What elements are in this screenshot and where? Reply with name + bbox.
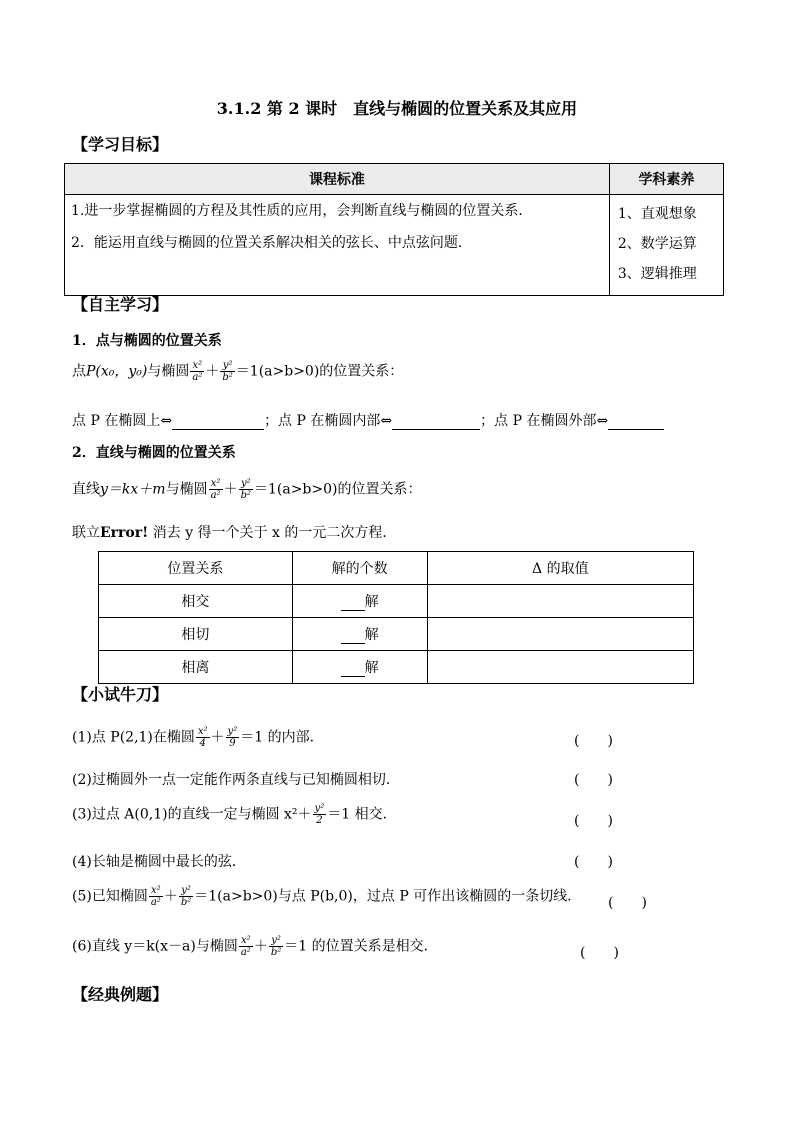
section-examples-heading: 【经典例题】 [72, 985, 169, 1004]
relation-cell: 相离 [99, 651, 293, 684]
text: ＝1 相交． [327, 806, 397, 823]
answer-parentheses[interactable]: ( ) [574, 854, 613, 870]
denominator: 2 [316, 815, 323, 826]
part2-heading: 2．直线与椭圆的位置关系 [72, 445, 236, 461]
text: 消去 y 得一个关于 x 的一元二次方程． [148, 525, 397, 541]
answer-blank[interactable] [341, 629, 365, 644]
quiz-item: (4)长轴是椭圆中最长的弦． [72, 854, 246, 870]
header-relation: 位置关系 [99, 552, 293, 585]
text: 点 [72, 363, 86, 380]
count-cell [292, 585, 427, 618]
part1-line1 [72, 360, 403, 383]
fraction-x2-4 [196, 726, 210, 749]
numerator: y² [314, 803, 325, 814]
point-label: P(x₀，y₀) [86, 363, 148, 380]
numerator: y² [179, 885, 193, 897]
text: 联立 [72, 525, 100, 541]
quiz-item [72, 885, 581, 908]
text: ＝1(a>b>0)的位置关系： [253, 481, 422, 498]
page-title: 3.1.2 第 2 课时 直线与椭圆的位置关系及其应用 [216, 99, 578, 118]
error-text: Error! [100, 525, 149, 541]
relation-cell: 相交 [99, 585, 293, 618]
header-literacy: 学科素养 [609, 164, 723, 195]
fraction-y2-b2 [220, 360, 234, 383]
section-goals-heading: 【学习目标】 [72, 135, 169, 154]
part1-line2 [72, 410, 664, 430]
fraction-y2-b2 [179, 885, 193, 908]
standard-item: 1.进一步掌握椭圆的方程及其性质的应用，会判断直线与椭圆的位置关系． [71, 203, 533, 219]
fraction-x2-a2 [239, 935, 253, 958]
delta-cell[interactable] [427, 618, 693, 651]
text: 与椭圆 [165, 481, 208, 498]
denominator: a² [240, 947, 251, 958]
text: ＝1 的位置关系是相交． [284, 938, 438, 955]
answer-blank[interactable] [392, 415, 480, 430]
standard-item: 2．能运用直线与椭圆的位置关系解决相关的弦长、中点弦问题． [71, 235, 472, 251]
answer-parentheses[interactable]: ( ) [580, 945, 619, 961]
denominator: a² [150, 897, 161, 908]
literacy-item: 1、直观想象 [617, 206, 697, 222]
denominator: b² [180, 897, 192, 908]
numerator: y² [239, 478, 253, 490]
text: (6)直线 y＝k(x－a)与椭圆 [72, 938, 238, 955]
header-count: 解的个数 [292, 552, 427, 585]
plus-sign: ＋ [223, 481, 238, 498]
text: ；点 P 在椭圆内部⇔ [264, 413, 393, 429]
numerator: x² [197, 726, 208, 737]
text: 与椭圆 [147, 363, 190, 380]
goals-table [64, 163, 724, 296]
quiz-item: (2)过椭圆外一点一定能作两条直线与已知椭圆相切． [72, 772, 400, 788]
fraction-y2-b2 [239, 478, 253, 501]
answer-parentheses[interactable]: ( ) [574, 813, 613, 829]
text: (1)点 P(2,1)在椭圆 [72, 729, 195, 746]
text: (5)已知椭圆 [72, 888, 148, 905]
plus-sign: ＋ [205, 363, 220, 380]
count-cell [292, 618, 427, 651]
literacy-item: 2、数学运算 [617, 236, 697, 252]
text: ＝1(a>b>0)与点 P(b,0)，过点 P 可作出该椭圆的一条切线． [194, 888, 582, 905]
fraction-x2-a2 [190, 360, 204, 383]
denominator: 4 [199, 738, 206, 749]
answer-parentheses[interactable]: ( ) [574, 772, 613, 788]
plus-sign: ＋ [253, 938, 268, 955]
denominator: a² [192, 372, 203, 383]
text: 解 [364, 660, 379, 676]
quiz-item [72, 726, 324, 749]
part1-heading: 1．点与椭圆的位置关系 [72, 333, 222, 349]
part2-line1 [72, 478, 422, 501]
denominator: a² [210, 490, 221, 501]
delta-cell[interactable] [427, 651, 693, 684]
answer-parentheses[interactable]: ( ) [574, 733, 613, 749]
denominator: 9 [229, 738, 236, 749]
text: ＝1 的内部． [240, 729, 324, 746]
header-delta: Δ 的取值 [427, 552, 693, 585]
plus-sign: ＋ [163, 888, 178, 905]
relation-table [98, 551, 694, 684]
quiz-item [72, 935, 438, 958]
fraction-x2-a2 [149, 885, 163, 908]
line-equation: y＝kx＋m [100, 481, 166, 498]
text: (3)过点 A(0,1)的直线一定与椭圆 x²＋ [72, 806, 312, 823]
numerator: y² [227, 726, 238, 737]
literacy-cell [609, 195, 723, 296]
relation-cell: 相切 [99, 618, 293, 651]
fraction-x2-a2 [209, 478, 223, 501]
numerator: x² [190, 360, 204, 372]
header-standards: 课程标准 [65, 164, 610, 195]
answer-blank[interactable] [172, 415, 264, 430]
numerator: y² [220, 360, 234, 372]
quiz-item [72, 803, 397, 826]
numerator: x² [239, 935, 253, 947]
part2-line2 [72, 522, 396, 542]
numerator: x² [209, 478, 223, 490]
text: 点 P 在椭圆上⇔ [72, 413, 173, 429]
denominator: b² [222, 372, 233, 383]
standards-cell [65, 195, 610, 296]
delta-cell[interactable] [427, 585, 693, 618]
numerator: x² [149, 885, 163, 897]
text: ；点 P 在椭圆外部⇔ [480, 413, 609, 429]
text: ＝1(a>b>0)的位置关系： [235, 363, 404, 380]
section-self-study-heading: 【自主学习】 [72, 295, 169, 314]
plus-sign: ＋ [210, 729, 225, 746]
numerator: y² [269, 935, 283, 947]
text: 直线 [72, 481, 100, 498]
answer-blank[interactable] [341, 662, 365, 677]
denominator: b² [270, 947, 282, 958]
denominator: b² [240, 490, 251, 501]
fraction-y2-9 [226, 726, 240, 749]
text: 解 [364, 627, 379, 643]
text: 解 [364, 594, 379, 610]
fraction-y2-b2 [269, 935, 283, 958]
answer-parentheses[interactable]: ( ) [608, 895, 647, 911]
answer-blank[interactable] [341, 596, 365, 611]
literacy-item: 3、逻辑推理 [617, 266, 697, 282]
answer-blank[interactable] [608, 415, 664, 430]
fraction-y2-2 [313, 803, 327, 826]
count-cell [292, 651, 427, 684]
section-quiz-heading: 【小试牛刀】 [72, 685, 169, 704]
